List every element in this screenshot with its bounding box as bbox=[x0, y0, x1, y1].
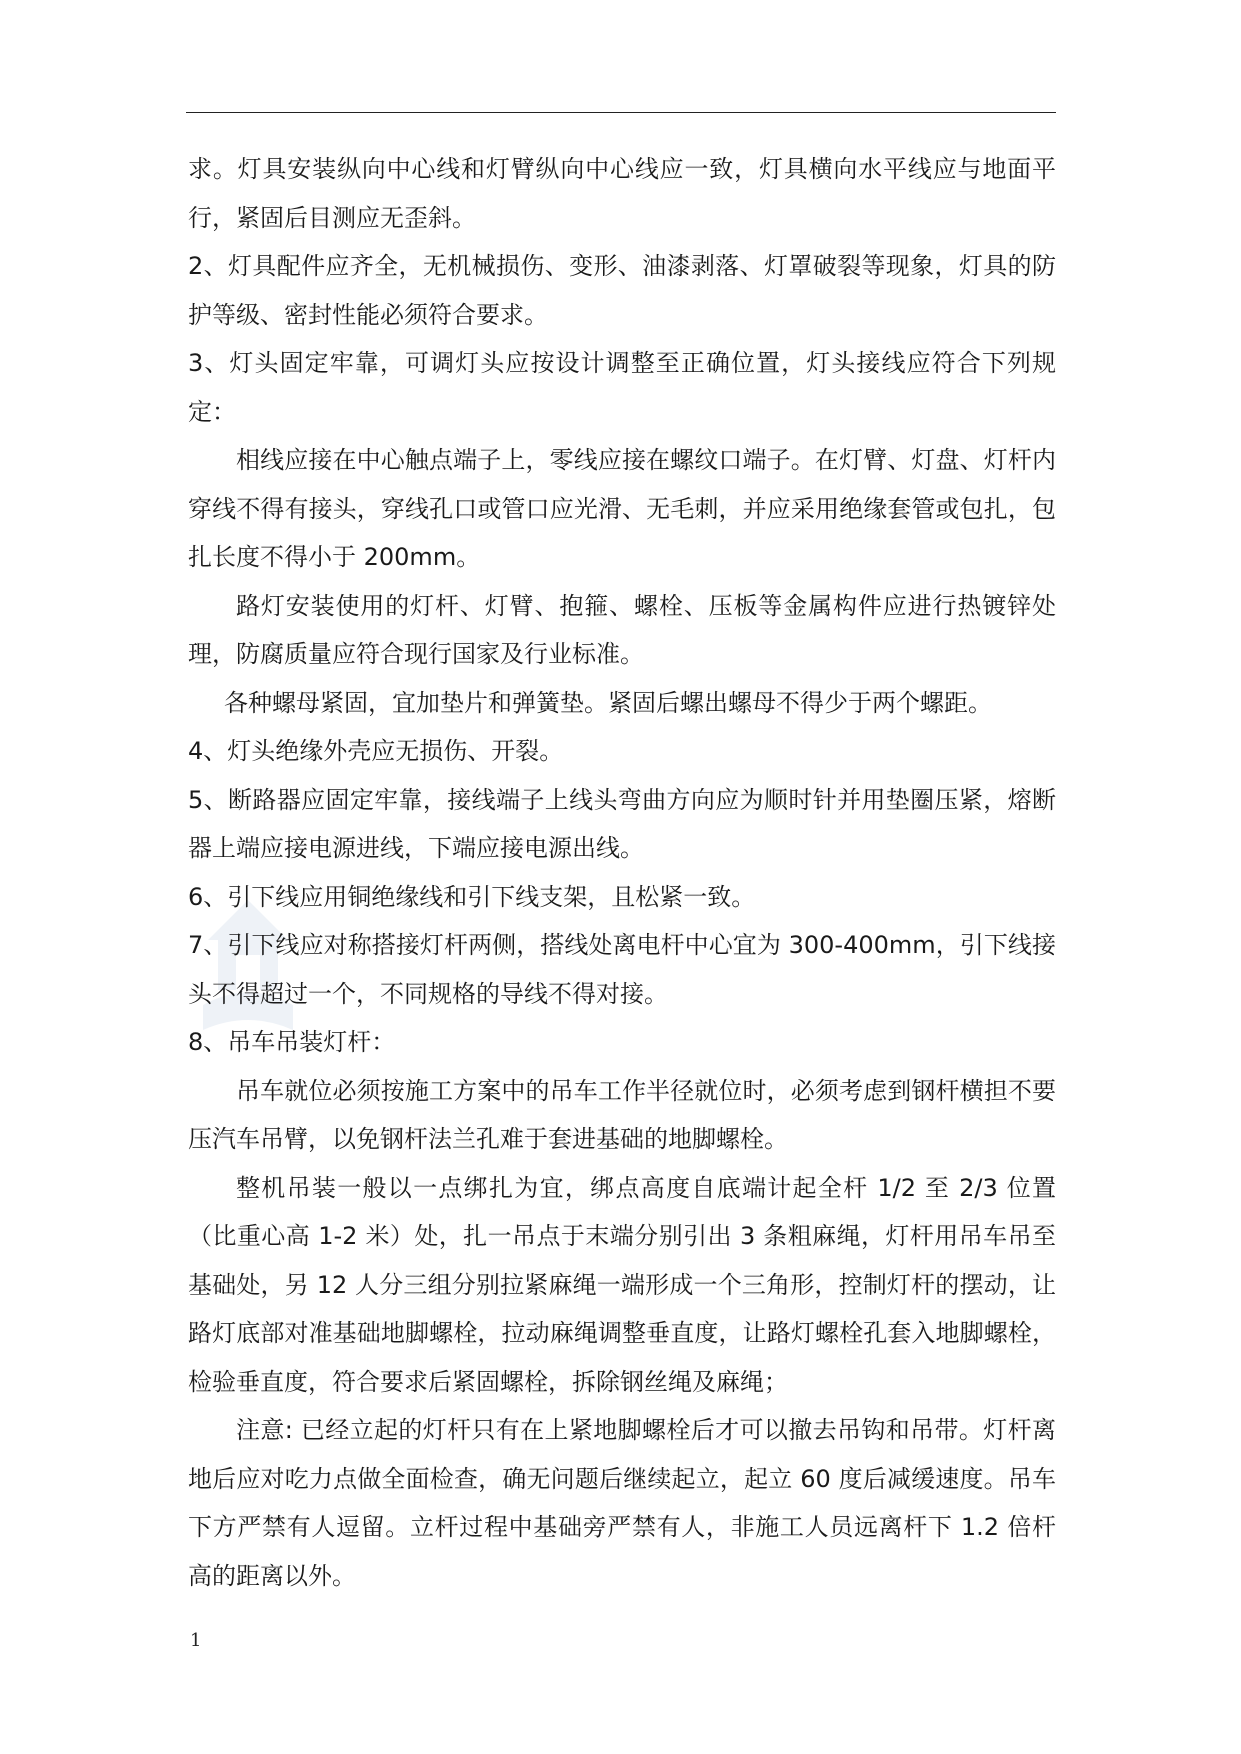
paragraph-caution: 注意: 已经立起的灯杆只有在上紧地脚螺栓后才可以撤去吊钩和吊带。灯杆离地后应对吃力点做全面检查，确无问题后继续起立，起立 60 度后减缓速度。吊车下方严禁有人逗留。立杆过程中基础旁严禁有人，非施工人员远离杆下 1.2 倍杆高的距离以外。 bbox=[188, 1416, 1056, 1590]
paragraph-item-7: 7、引下线应对称搭接灯杆两侧，搭线处离电杆中心宜为 300-400mm，引下线接头不得超过一个，不同规格的导线不得对接。 bbox=[188, 931, 1056, 1008]
body-text bbox=[188, 145, 1056, 1600]
paragraph-item-8: 8、吊车吊装灯杆： bbox=[188, 1028, 396, 1056]
paragraph-continuation: 求。灯具安装纵向中心线和灯臂纵向中心线应一致，灯具横向水平线应与地面平行，紧固后目测应无歪斜。 bbox=[188, 155, 1056, 232]
paragraph-phase-wiring: 相线应接在中心触点端子上，零线应接在螺纹口端子。在灯臂、灯盘、灯杆内穿线不得有接头，穿线孔口或管口应光滑、无毛刺，并应采用绝缘套管或包扎，包扎长度不得小于 200mm。 bbox=[188, 446, 1056, 571]
page-number: 1 bbox=[190, 1630, 202, 1651]
paragraph-crane-position: 吊车就位必须按施工方案中的吊车工作半径就位时，必须考虑到钢杆横担不要压汽车吊臂，以免钢杆法兰孔难于套进基础的地脚螺栓。 bbox=[188, 1076, 1056, 1153]
paragraph-item-2: 2、灯具配件应齐全，无机械损伤、变形、油漆剥落、灯罩破裂等现象，灯具的防护等级、密封性能必须符合要求。 bbox=[188, 252, 1056, 329]
paragraph-item-4: 4、灯头绝缘外壳应无损伤、开裂。 bbox=[188, 737, 564, 765]
paragraph-nuts: 各种螺母紧固，宜加垫片和弹簧垫。紧固后螺出螺母不得少于两个螺距。 bbox=[224, 688, 992, 717]
paragraph-hoisting: 整机吊装一般以一点绑扎为宜，绑点高度自底端计起全杆 1/2 至 2/3 位置（比重心高 1-2 米）处，扎一吊点于末端分别引出 3 条粗麻绳，灯杆用吊车吊至基础处，另 12 人分三组分别拉紧麻绳一端形成一个三角形，控制灯杆的摆动，让路灯底部对准基础地脚螺栓，拉动麻绳调整垂直度，让路灯螺栓孔套入地脚螺栓，检验垂直度，符合要求后紧固螺栓，拆除钢丝绳及麻绳； bbox=[188, 1173, 1056, 1396]
paragraph-item-5: 5、断路器应固定牢靠，接线端子上线头弯曲方向应为顺时针并用垫圈压紧，熔断器上端应接电源进线，下端应接电源出线。 bbox=[188, 785, 1056, 862]
paragraph-item-3: 3、灯头固定牢靠，可调灯头应按设计调整至正确位置，灯头接线应符合下列规定： bbox=[188, 349, 1056, 426]
paragraph-galvanizing: 路灯安装使用的灯杆、灯臂、抱箍、螺栓、压板等金属构件应进行热镀锌处理，防腐质量应符合现行国家及行业标准。 bbox=[188, 591, 1056, 668]
header-rule bbox=[186, 112, 1056, 113]
paragraph-item-6: 6、引下线应用铜绝缘线和引下线支架，且松紧一致。 bbox=[188, 882, 756, 911]
